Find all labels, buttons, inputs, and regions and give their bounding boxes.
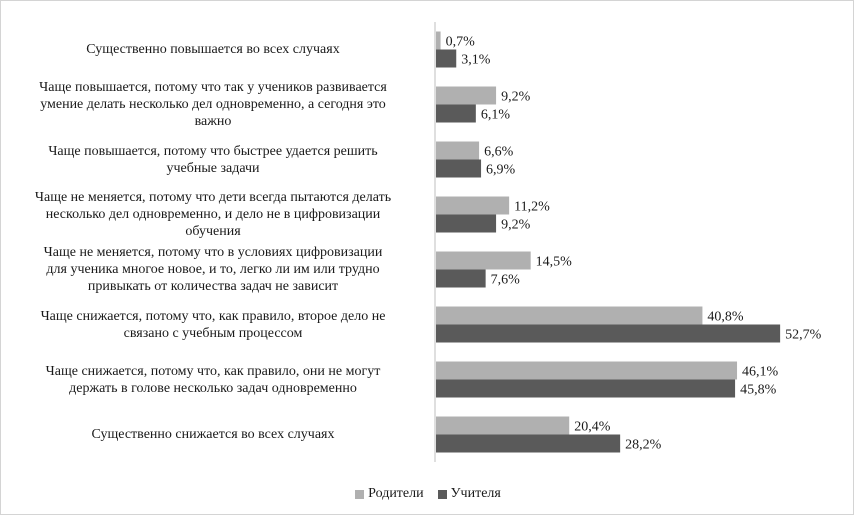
category-label-0: Существенно повышается во всех случаях	[86, 42, 340, 57]
bar-teachers-0	[436, 50, 456, 68]
category-label-1: Чаще повышается, потому что так у учеников развивается умение делать несколько дел одновременно, а сегодня это важно	[39, 80, 387, 129]
bar-parents-3	[436, 197, 509, 215]
value-label-parents-1: 9,2%	[501, 89, 531, 105]
bar-parents-5	[436, 307, 702, 325]
value-label-parents-3: 11,2%	[514, 199, 550, 215]
legend-item-teachers	[438, 486, 501, 502]
bar-teachers-4	[436, 270, 486, 288]
value-label-teachers-2: 6,9%	[486, 162, 516, 178]
category-label-3: Чаще не меняется, потому что дети всегда пытаются делать несколько дел одновременно, и дело не в цифровизации обучения	[34, 190, 392, 239]
legend-label-parents: Родители	[368, 486, 424, 501]
legend-item-parents	[355, 486, 423, 502]
bar-teachers-5	[436, 325, 780, 343]
legend-swatch-parents	[355, 490, 364, 499]
bar-parents-2	[436, 142, 479, 160]
bar-parents-6	[436, 362, 737, 380]
value-label-teachers-6: 45,8%	[740, 382, 777, 398]
bar-parents-4	[436, 252, 531, 270]
value-label-teachers-0: 3,1%	[461, 52, 491, 68]
bar-parents-7	[436, 417, 569, 435]
value-label-teachers-4: 7,6%	[490, 272, 520, 288]
legend	[0, 486, 856, 502]
category-label-2: Чаще повышается, потому что быстрее удается решить учебные задачи	[48, 143, 378, 176]
value-label-teachers-3: 9,2%	[501, 217, 531, 233]
value-label-parents-2: 6,6%	[484, 144, 514, 160]
category-label-5: Чаще снижается, потому что, как правило, второе дело не связано с учебным процессом	[40, 308, 386, 341]
legend-swatch-teachers	[438, 490, 447, 499]
value-label-teachers-5: 52,7%	[785, 327, 822, 343]
value-label-parents-5: 40,8%	[707, 309, 744, 325]
category-label-7: Существенно снижается во всех случаях	[91, 427, 335, 442]
value-label-parents-4: 14,5%	[535, 254, 572, 270]
bar-teachers-3	[436, 215, 496, 233]
bar-teachers-2	[436, 160, 481, 178]
bar-teachers-7	[436, 435, 620, 453]
category-label-6: Чаще снижается, потому что, как правило, они не могут держать в голове несколько задач одновременно	[45, 363, 381, 396]
value-label-parents-7: 20,4%	[574, 419, 611, 435]
bar-parents-1	[436, 87, 496, 105]
bar-parents-0	[436, 32, 441, 50]
category-label-4: Чаще не меняется, потому что в условиях цифровизации для ученика многое новое, и то, легко ли им или трудно привыкать от количества задач не зависит	[43, 245, 383, 294]
value-label-parents-6: 46,1%	[742, 364, 779, 380]
bar-teachers-1	[436, 105, 476, 123]
value-label-teachers-1: 6,1%	[480, 107, 511, 123]
legend-label-teachers: Учителя	[450, 486, 501, 501]
bar-teachers-6	[436, 380, 735, 398]
value-label-parents-0: 0,7%	[445, 34, 475, 50]
value-label-teachers-7: 28,2%	[625, 437, 662, 453]
